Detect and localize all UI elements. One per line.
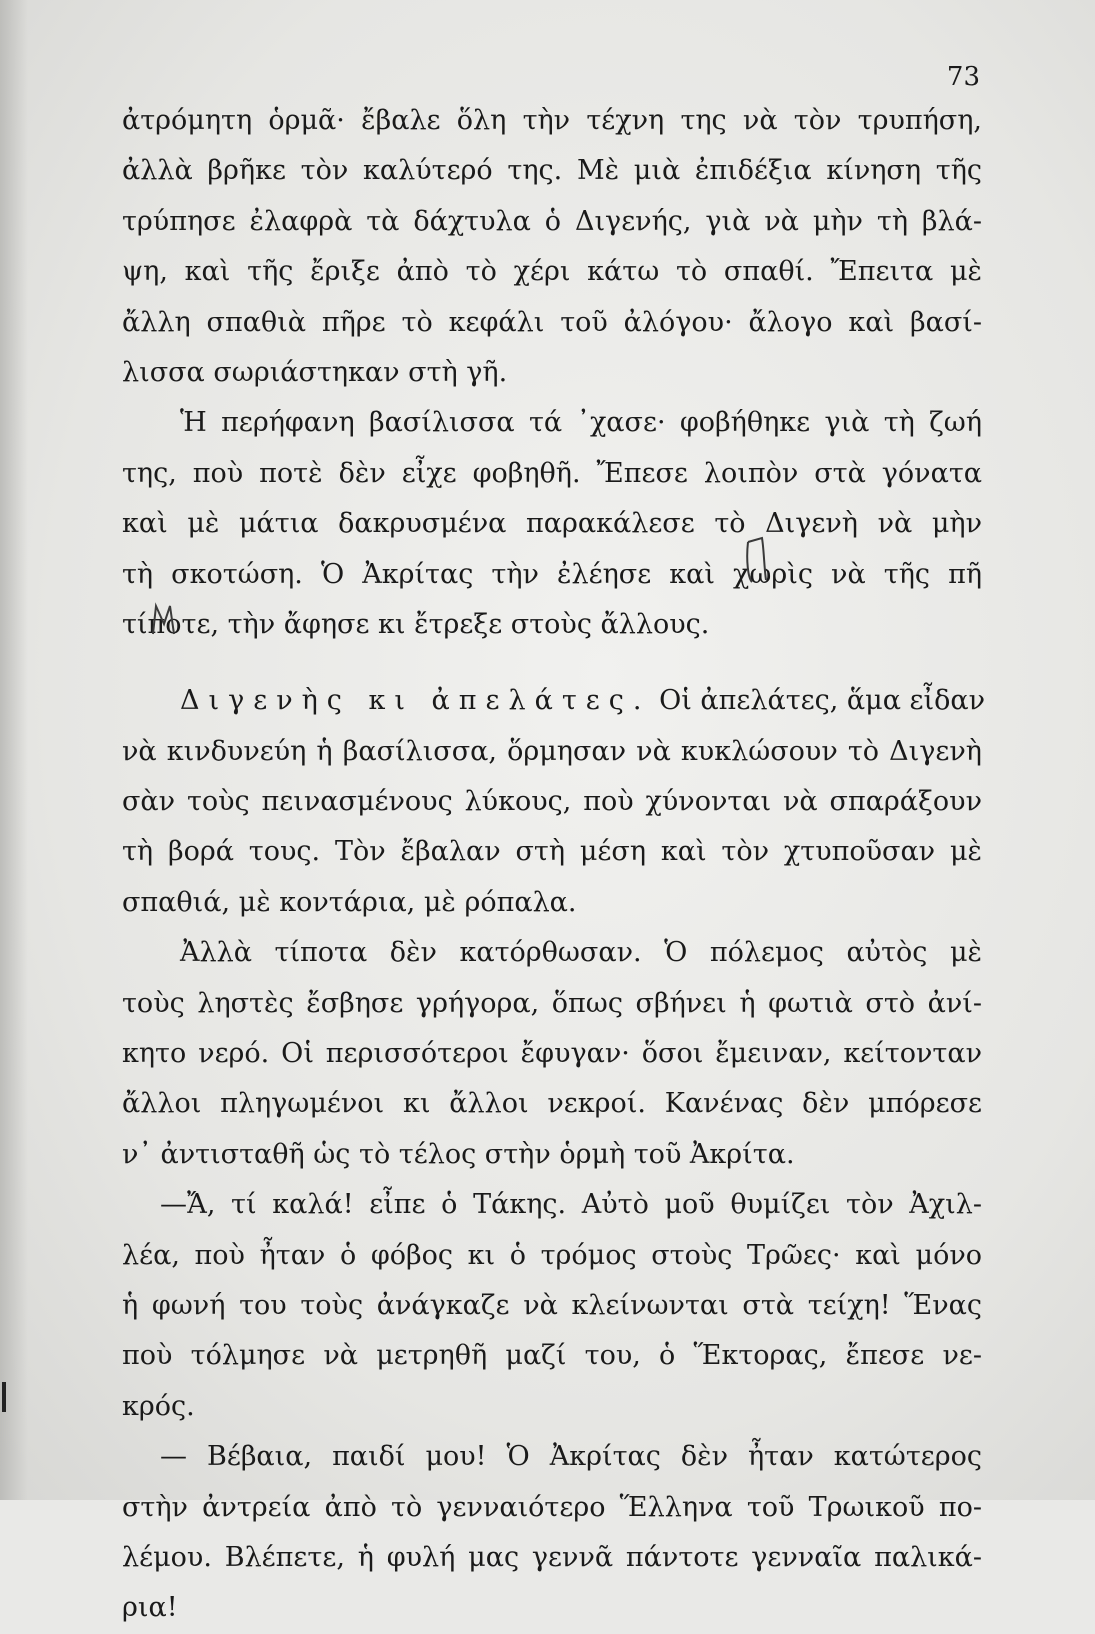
text-line: ρια! xyxy=(122,1592,178,1624)
text-line: νὰ κινδυνεύη ἡ βασίλισσα, ὅρμησαν νὰ κυκλώσουν τὸ Διγενὴ xyxy=(122,735,982,767)
text-line: —Ἄ, τί καλά! εἶπε ὁ Τάκης. Αὐτὸ μοῦ θυμίζει τὸν Ἀχιλ- xyxy=(160,1189,982,1221)
text-line: καὶ μὲ μάτια δακρυσμένα παρακάλεσε τὸ Διγενὴ νὰ μὴν xyxy=(122,508,982,540)
section-heading: Διγενὴς κι ἀπελάτες. xyxy=(180,685,651,717)
text-line: ν᾽ ἀντισταθῆ ὡς τὸ τέλος στὴν ὁρμὴ τοῦ Ἀκρίτα. xyxy=(122,1138,795,1170)
text-line: Ἡ περήφανη βασίλισσα τά ᾽χασε· φοβήθηκε γιὰ τὴ ζωή xyxy=(180,407,982,439)
text-line: ποὺ τόλμησε νὰ μετρηθῆ μαζί του, ὁ Ἕκτορας, ἔπεσε νε- xyxy=(122,1340,982,1372)
text-line: ἀλλὰ βρῆκε τὸν καλύτερό της. Μὲ μιὰ ἐπιδέξια κίνηση τῆς xyxy=(122,155,982,187)
text-line: λισσα σωριάστηκαν στὴ γῆ. xyxy=(122,356,508,388)
text-line-continuation: Οἱ ἀπελάτες, ἅμα εἶδαν xyxy=(659,685,985,717)
pencil-section-mark xyxy=(150,602,184,638)
text-line: της, ποὺ ποτὲ δὲν εἶχε φοβηθῆ. Ἔπεσε λοιπὸν στὰ γόνατα xyxy=(122,457,982,489)
text-line: ἡ φωνή του τοὺς ἀνάγκαζε νὰ κλείνωνται στὰ τείχη! Ἕνας xyxy=(122,1289,982,1321)
text-line: τίποτε, τὴν ἄφησε κι ἔτρεξε στοὺς ἄλλους. xyxy=(122,608,710,640)
binding-shadow xyxy=(0,0,28,1500)
text-line: — Βέβαια, παιδί μου! Ὁ Ἀκρίτας δὲν ἦταν κατώτερος xyxy=(160,1441,982,1473)
text-line: κητο νερό. Οἱ περισσότεροι ἔφυγαν· ὅσοι ἔμειναν, κείτονταν xyxy=(122,1038,982,1070)
text-line: ἄλλοι πληγωμένοι κι ἄλλοι νεκροί. Κανένας δὲν μπόρεσε xyxy=(122,1088,982,1120)
text-line: τὴ βορά τους. Τὸν ἔβαλαν στὴ μέση καὶ τὸν χτυποῦσαν μὲ xyxy=(122,836,982,868)
text-line: λέμου. Βλέπετε, ἡ φυλή μας γεννᾶ πάντοτε γενναῖα παλικά- xyxy=(122,1541,982,1573)
text-line: σπαθιά, μὲ κοντάρια, μὲ ρόπαλα. xyxy=(122,886,577,918)
text-line: τρύπησε ἐλαφρὰ τὰ δάχτυλα ὁ Διγενής, γιὰ νὰ μὴν τὴ βλά- xyxy=(122,205,982,237)
text-line: λέα, ποὺ ἦταν ὁ φόβος κι ὁ τρόμος στοὺς Τρῶες· καὶ μόνο xyxy=(122,1239,982,1271)
text-line: Ἀλλὰ τίποτα δὲν κατόρθωσαν. Ὁ πόλεμος αὐτὸς μὲ xyxy=(180,937,982,969)
pencil-bracket-mark xyxy=(740,530,780,590)
text-line: τοὺς ληστὲς ἔσβησε γρήγορα, ὅπως σβήνει ἡ φωτιὰ στὸ ἀνί- xyxy=(122,987,982,1019)
section-heading-line xyxy=(122,676,985,726)
text-line: ψη, καὶ τῆς ἔριξε ἀπὸ τὸ χέρι κάτω τὸ σπαθί. Ἔπειτα μὲ xyxy=(122,256,982,288)
text-line: ἀτρόμητη ὁρμᾶ· ἔβαλε ὅλη τὴν τέχνη της νὰ τὸν τρυπήση, xyxy=(122,105,982,136)
page-number: 73 xyxy=(946,62,980,92)
binding-mark xyxy=(2,1382,6,1412)
text-line: κρός. xyxy=(122,1390,195,1422)
text-line: σὰν τοὺς πεινασμένους λύκους, ποὺ χύνονται νὰ σπαράξουν xyxy=(122,786,982,818)
text-line: ἄλλη σπαθιὰ πῆρε τὸ κεφάλι τοῦ ἀλόγου· ἄλογο καὶ βασί- xyxy=(122,306,982,338)
section-gap xyxy=(122,650,982,676)
body-text xyxy=(122,96,985,1634)
text-line: τὴ σκοτώση. Ὁ Ἀκρίτας τὴν ἐλέησε καὶ χωρὶς νὰ τῆς πῆ xyxy=(122,558,982,590)
text-line: στὴν ἀντρεία ἀπὸ τὸ γενναιότερο Ἕλληνα τοῦ Τρωικοῦ πο- xyxy=(122,1491,982,1523)
